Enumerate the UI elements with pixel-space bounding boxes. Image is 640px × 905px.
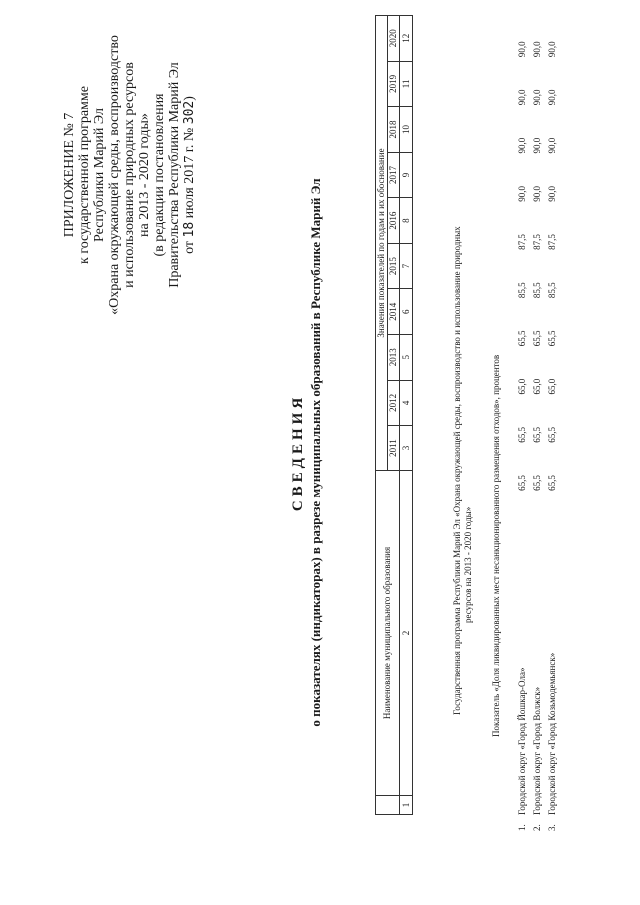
value-cell-2019: 90,0: [547, 89, 557, 106]
value-cell-2019: 90,0: [517, 89, 527, 106]
header-index-cell: [376, 796, 400, 815]
value-cell-2015: 85,5: [532, 282, 542, 299]
appendix-line: (в редакции постановления: [152, 93, 167, 257]
value-cell-2012: 65,5: [517, 426, 527, 443]
year-header-2018: 2018: [388, 107, 400, 153]
date-rest: июля 2017 г. №: [182, 127, 197, 219]
column-number-5: 5: [400, 334, 413, 380]
decree-number: 302: [182, 100, 197, 125]
document-subtitle: о показателях (индикаторах) в разрезе муниципальных образований в Республике Марий Эл: [308, 178, 323, 727]
row-index: 2.: [532, 824, 542, 831]
column-number-3: 3: [400, 426, 413, 471]
appendix-line: Правительства Республики Марий Эл: [167, 62, 182, 288]
date-day: 18: [182, 221, 197, 238]
value-cell-2017: 90,0: [517, 185, 527, 202]
appendix-line: Республики Марий Эл: [92, 108, 107, 242]
column-number-12: 12: [400, 16, 413, 62]
appendix-line: «Охрана окружающей среды, воспроизводство: [107, 35, 122, 315]
appendix-block: [62, 5, 197, 345]
year-header-2014: 2014: [388, 289, 400, 335]
value-cell-2020: 90,0: [532, 41, 542, 58]
column-number-4: 4: [400, 380, 413, 426]
year-header-2012: 2012: [388, 380, 400, 426]
column-number-row: [400, 16, 413, 815]
year-header-2015: 2015: [388, 243, 400, 289]
header-name-cell: Наименование муниципального образования: [376, 471, 400, 796]
column-number-7: 7: [400, 243, 413, 289]
close-paren: ): [182, 96, 197, 101]
appendix-line: на 2013 - 2020 годы»: [137, 113, 152, 237]
value-cell-2014: 65,5: [547, 330, 557, 347]
year-header-2020: 2020: [388, 16, 400, 62]
header-row-1: [376, 16, 388, 815]
value-cell-2012: 65,5: [547, 426, 557, 443]
indicator-table: [375, 15, 413, 815]
value-cell-2015: 85,5: [547, 282, 557, 299]
value-cell-2012: 65,5: [532, 426, 542, 443]
column-number-11: 11: [400, 61, 413, 107]
column-number-9: 9: [400, 152, 413, 198]
row-index: 3.: [547, 824, 557, 831]
value-cell-2011: 65,5: [547, 475, 557, 491]
row-index: 1.: [517, 824, 527, 831]
appendix-title: ПРИЛОЖЕНИЕ № 7: [62, 112, 77, 238]
value-cell-2016: 87,5: [517, 234, 527, 250]
municipality-name: Городской округ «Город Йошкар-Ола»: [517, 667, 527, 815]
year-header-2019: 2019: [388, 61, 400, 107]
value-cell-2017: 90,0: [532, 185, 542, 202]
column-number-6: 6: [400, 289, 413, 335]
value-cell-2016: 87,5: [547, 234, 557, 250]
municipality-name: Городской округ «Город Козьмодемьянск»: [547, 652, 557, 815]
header-values-group: Значения показателей по годам и их обоснование: [376, 16, 388, 471]
value-cell-2013: 65,0: [547, 378, 557, 395]
year-header-2013: 2013: [388, 334, 400, 380]
value-cell-2018: 90,0: [532, 137, 542, 154]
value-cell-2018: 90,0: [547, 137, 557, 154]
value-cell-2014: 65,5: [532, 330, 542, 347]
value-cell-2015: 85,5: [517, 282, 527, 299]
column-number-2: 2: [400, 471, 413, 796]
municipality-name: Городской округ «Город Волжск»: [532, 686, 542, 815]
column-number-1: 1: [400, 796, 413, 815]
indicator-label: Показатель «Доля ликвидированных мест несанкционированного размещения отходов», процентов: [491, 354, 501, 737]
value-cell-2014: 65,5: [517, 330, 527, 347]
appendix-line: и использование природных ресурсов: [122, 62, 137, 288]
value-cell-2018: 90,0: [517, 137, 527, 154]
column-number-10: 10: [400, 107, 413, 153]
program-line-2: ресурсов на 2013 - 2020 годы»: [463, 506, 473, 623]
value-cell-2020: 90,0: [547, 41, 557, 58]
year-header-2017: 2017: [388, 152, 400, 198]
program-line-1: Государственная программа Республики Марий Эл «Охрана окружающей среды, воспроизводство и использование природных: [452, 226, 462, 715]
year-header-2011: 2011: [388, 426, 400, 471]
value-cell-2011: 65,5: [517, 475, 527, 491]
table-row: [532, 15, 543, 831]
value-cell-2013: 65,0: [517, 378, 527, 395]
value-cell-2020: 90,0: [517, 41, 527, 58]
date-prefix: от: [182, 240, 197, 254]
column-number-8: 8: [400, 198, 413, 244]
value-cell-2011: 65,5: [532, 475, 542, 491]
value-cell-2019: 90,0: [532, 89, 542, 106]
table-row: [547, 15, 558, 831]
value-cell-2017: 90,0: [547, 185, 557, 202]
value-cell-2013: 65,0: [532, 378, 542, 395]
appendix-date-line: [182, 5, 197, 345]
appendix-line: к государственной программе: [77, 86, 92, 264]
value-cell-2016: 87,5: [532, 234, 542, 250]
document-title: СВЕДЕНИЯ: [290, 393, 306, 512]
table-row: [517, 15, 528, 831]
year-header-2016: 2016: [388, 198, 400, 244]
